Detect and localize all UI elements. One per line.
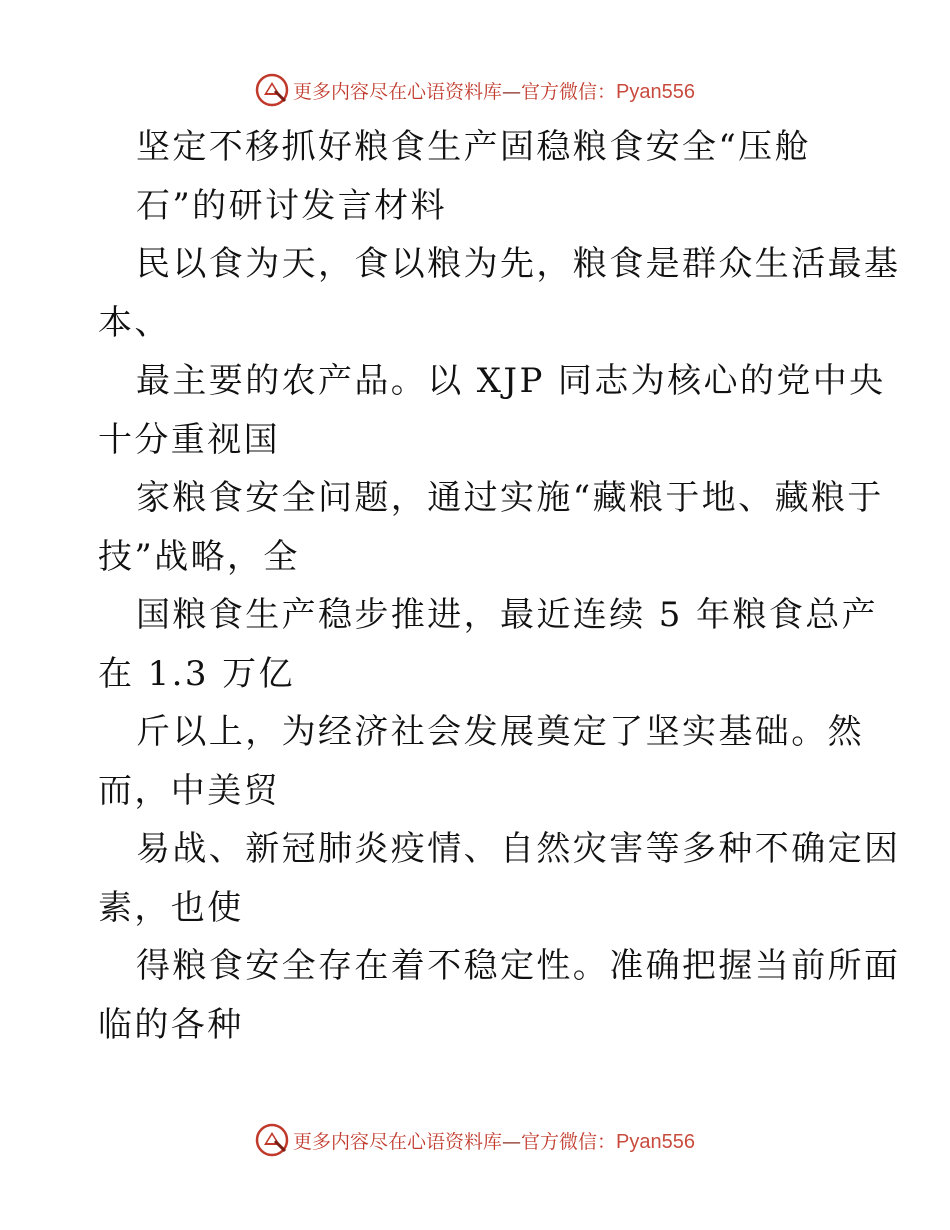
red-book-seal-icon	[255, 73, 289, 107]
red-book-seal-icon	[255, 1123, 289, 1157]
paragraph-line: 斤以上，为经济社会发展奠定了坚实基础。然	[136, 712, 864, 752]
paragraph-line: 临的各种	[98, 1004, 244, 1045]
paragraph-line: 素，也使	[98, 887, 244, 928]
document-body	[98, 118, 901, 1054]
paragraph-line: 民以食为天，食以粮为先，粮食是群众生活最基	[136, 244, 901, 284]
paragraph-line: 在 1.3 万亿	[98, 653, 295, 694]
paragraph-line: 十分重视国	[98, 419, 280, 460]
title-line: 坚定不移抓好粮食生产固稳粮食安全“压舱	[136, 127, 811, 167]
title-line: 石”的研讨发言材料	[136, 185, 447, 226]
paragraph-line: 易战、新冠肺炎疫情、自然灾害等多种不确定因	[136, 829, 901, 869]
paragraph-line: 最主要的农产品。以 XJP 同志为核心的党中央	[136, 361, 886, 401]
paragraph-line: 本、	[98, 302, 171, 343]
paragraph-line: 得粮食安全存在着不稳定性。准确把握当前所面	[136, 946, 901, 986]
paragraph-line: 家粮食安全问题，通过实施“藏粮于地、藏粮于	[136, 478, 884, 518]
header-watermark	[0, 70, 950, 110]
paragraph-line: 技”战略，全	[98, 536, 300, 577]
paragraph-line: 而，中美贸	[98, 770, 280, 811]
paragraph-line: 国粮食生产稳步推进，最近连续 5 年粮食总产	[136, 595, 879, 635]
watermark-text: 更多内容尽在心语资料库—官方微信：Pyan556	[293, 1130, 695, 1153]
footer-watermark	[0, 1120, 950, 1160]
watermark-text: 更多内容尽在心语资料库—官方微信：Pyan556	[293, 80, 695, 103]
